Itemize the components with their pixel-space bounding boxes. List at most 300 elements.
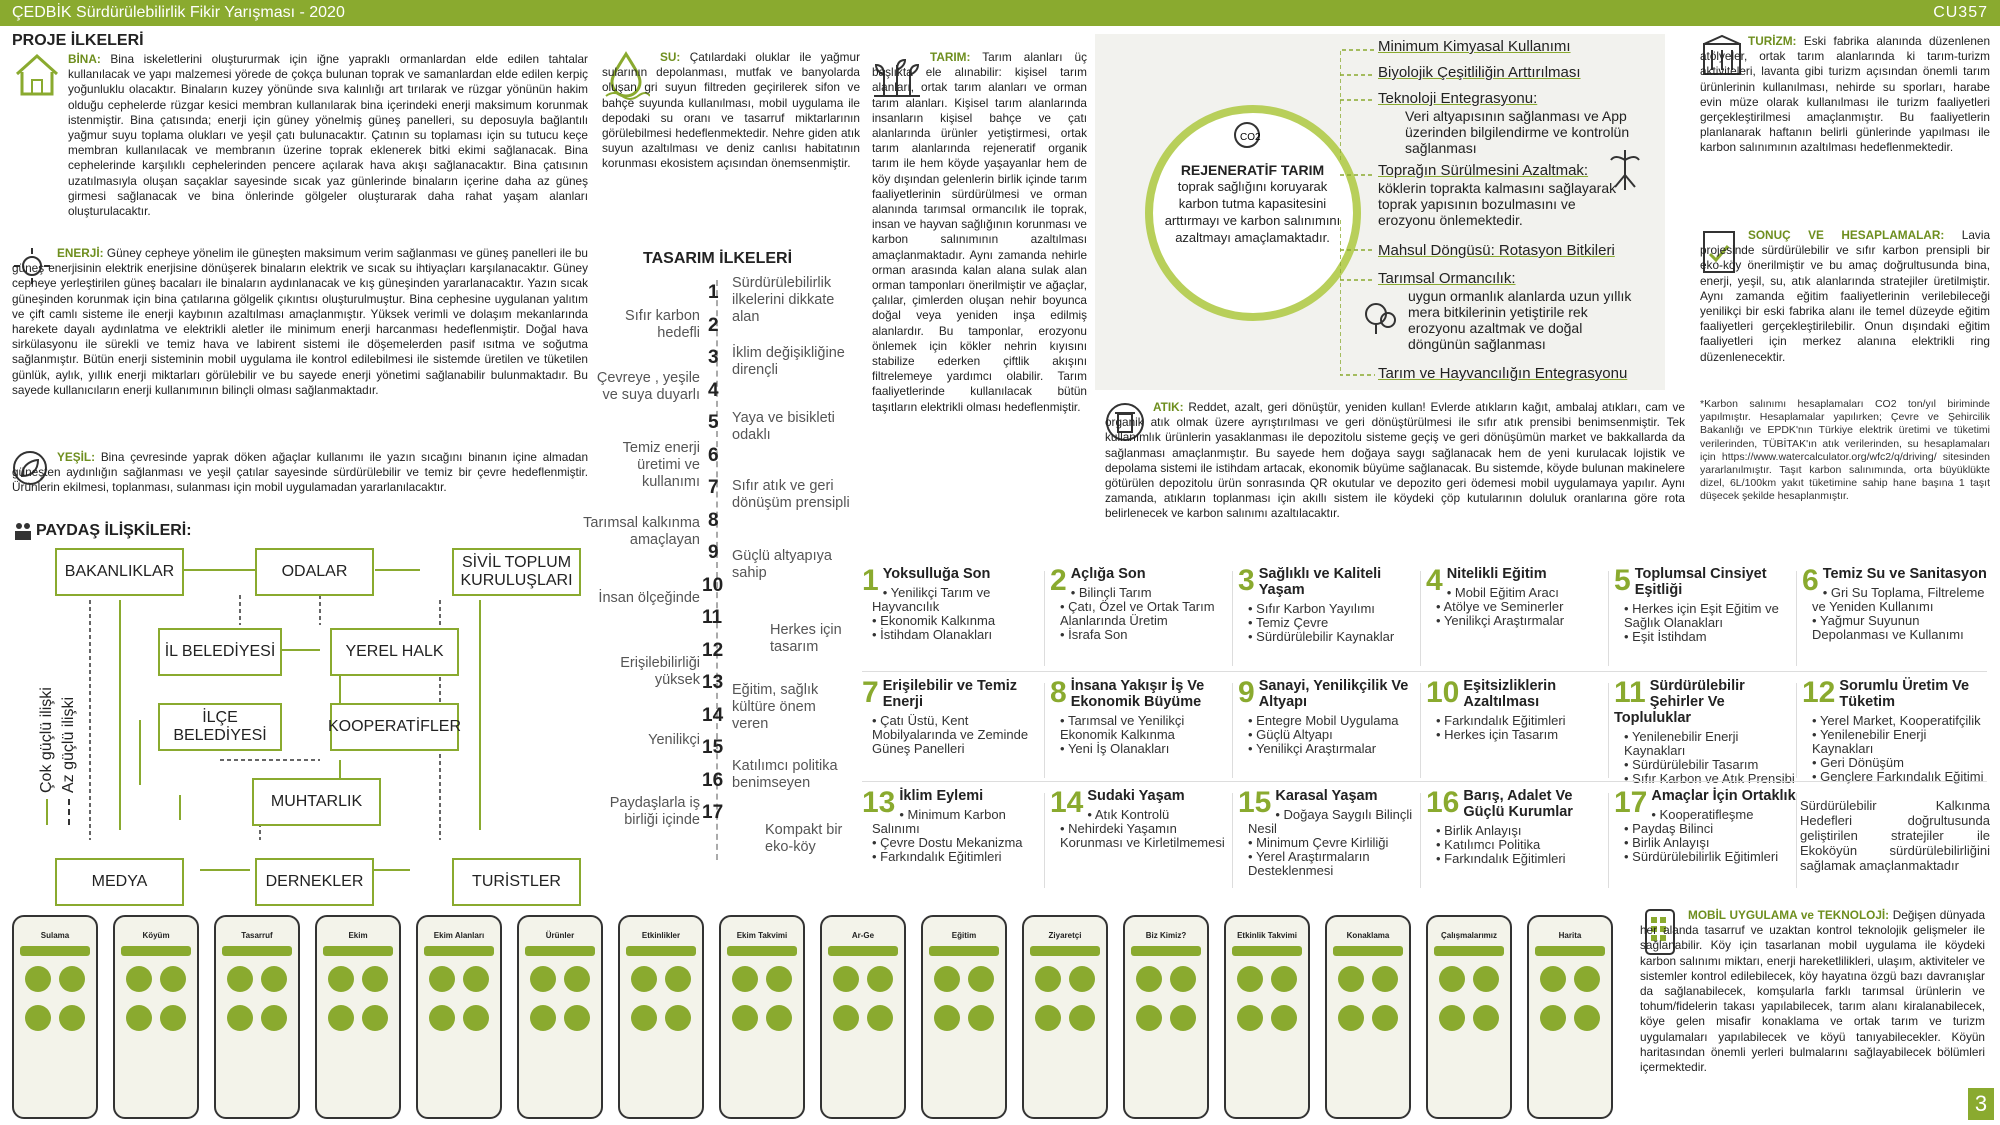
sdg-list (1248, 808, 1423, 878)
sdg-list-item: • Geri Dönüşüm (1812, 756, 1987, 770)
phone-screen-title: Sulama (40, 931, 70, 940)
guide-left: İnsan ölçeğinde (598, 590, 700, 606)
phone-screen[interactable] (921, 915, 1007, 1119)
guide-left: Erişilebilirliği yüksek (620, 655, 700, 688)
phone-screen-icon[interactable] (665, 1005, 691, 1031)
sdg-number: 10 (1426, 676, 1460, 709)
phone-screen-icon[interactable] (1439, 966, 1465, 992)
sdg-list (1248, 714, 1423, 756)
phone-screen-bar (20, 946, 90, 956)
phone-screen-icon[interactable] (59, 1005, 85, 1031)
sdg-list-item: • Gençlere Farkındalık Eğitimi (1812, 770, 1987, 784)
sdg-list-item: • Tarımsal ve Yenilikçi Ekonomik Kalkınma (1060, 714, 1235, 742)
guideline-number: 6 (708, 444, 719, 466)
sdg-number: 3 (1238, 564, 1255, 597)
sdg-list-item: • Mobil Eğitim Aracı (1436, 586, 1611, 600)
sdg-number: 14 (1050, 786, 1084, 819)
guide-right: Kompakt bir eko-köy (765, 822, 843, 855)
sdg-list-item: • İsrafa Son (1060, 628, 1235, 642)
phone-screen-icon[interactable] (463, 1005, 489, 1031)
sdg-list-item: • Katılımcı Politika (1436, 838, 1611, 852)
phone-screen-icon[interactable] (126, 1005, 152, 1031)
sdg-list (1624, 602, 1799, 644)
guideline-number: 16 (702, 769, 724, 791)
phone-screen-icon[interactable] (564, 1005, 590, 1031)
mobil-text: MOBİL UYGULAMA ve TEKNOLOJİ: Değişen dünyada her alanda tasarruf ve uzaktan kontrol teknolojik gelişmeler ile sağlanabilir. Köy için tasarlanan mobil uygulama ile köydeki karbon salınımı miktarı, enerji hareketlilikleri, ulaşım, aktiviteler ve sistemler kontrol edilebilecek, köy hayatına özgü bazı davranışlar da sağlanabilecek, komşularla farklı tarımsal ürünlerin ve tohum/fidelerin takası yapılabilecek, tarım alanı kiralanabilecek, köye gelen misafir konaklama ve ortak tarım ve turizm uygulamaları yapılabilecek ve köyü tanıyabilecekler. Köyün haritasından önemli yerleri bulmalarını sağlayabilecek bölümleri içermektedir. (1640, 908, 1986, 1075)
sdg-number: 1 (862, 564, 879, 597)
phone-screen-icon[interactable] (160, 966, 186, 992)
phone-screen-icon[interactable] (1069, 966, 1095, 992)
sdg-list-item: • Gri Su Toplama, Filtreleme ve Yeniden Kullanımı (1812, 586, 1987, 614)
phone-screen[interactable] (1022, 915, 1108, 1119)
phone-screen-icon[interactable] (665, 966, 691, 992)
section-title-tasarim: TASARIM İLKELERİ (643, 250, 793, 267)
sdg-list (1436, 586, 1611, 628)
guideline-number: 11 (702, 607, 723, 628)
phone-screen-title: Etkinlikler (641, 931, 681, 940)
sdg-number: 13 (862, 786, 896, 819)
sdg-list-item: • Sürdürülebilir Kaynaklar (1248, 630, 1423, 644)
section-title-proje: PROJE İLKELERİ (12, 32, 144, 49)
page-number: 3 (1968, 1088, 1994, 1120)
guideline-number: 5 (708, 412, 719, 433)
phone-screen-icon[interactable] (1338, 1005, 1364, 1031)
sdg-list-item: • Atık Kontrolü (1060, 808, 1235, 822)
sdg-heading: Karasal Yaşam (1275, 788, 1378, 804)
phone-screen-bar (1535, 946, 1605, 956)
phone-screen-icon[interactable] (261, 966, 287, 992)
sdg-card (1802, 566, 1987, 642)
phone-screen[interactable] (113, 915, 199, 1119)
sdg-divider (1232, 571, 1233, 666)
phone-screen-bar (1333, 946, 1403, 956)
phone-screen[interactable] (1224, 915, 1310, 1119)
stakeholder-box: YEREL HALK (330, 628, 459, 676)
sdg-divider (1420, 793, 1421, 888)
sdg-list (1624, 808, 1799, 864)
sdg-list (1812, 586, 1987, 642)
stakeholder-box: MEDYA (55, 858, 184, 906)
sonuc-text: SONUÇ VE HESAPLAMALAR: Lavia projesinde sürdürülebilir ve sıfır karbon prensipli bir eko-köy önerilmiştir ve bu amaç doğrultusunda bina, enerji, yeşil, su, atık alanlarında stratejiler üretilmiştir. Aynı zamanda eğitim faaliyetlerinin verilebileceği yenilikçi bir eski fabrika alanı ile temel düzeyde eğitim faaliyetleri gerçekleştirilebilir. Onun dışındaki eğitim faaliyetleri için merkez alanına elektrikli ring düzenlenecektir. (1700, 228, 1990, 364)
sdg-heading: Toplumsal Cinsiyet Eşitliği (1634, 566, 1767, 598)
sdg-list (1060, 586, 1235, 642)
guide-left: Paydaşlarla iş birliği içinde (609, 795, 700, 828)
guide-left: Temiz enerji üretimi ve kullanımı (622, 440, 700, 490)
sdg-list-item: • Yerel Market, Kooperatifçilik (1812, 714, 1987, 728)
sdg-card (1426, 566, 1611, 628)
sdg-list-item: • Çevre Dostu Mekanizma (872, 836, 1047, 850)
phone-screen[interactable] (1325, 915, 1411, 1119)
sdg-list-item: • Minimum Karbon Salınımı (872, 808, 1047, 836)
competition-title: ÇEDBİK Sürdürülebilirlik Fikir Yarışması - 2020 (12, 4, 345, 21)
phone-screen-icon[interactable] (328, 966, 354, 992)
phone-screen-bar (1131, 946, 1201, 956)
phone-screen-icon[interactable] (126, 966, 152, 992)
guide-right: Sürdürülebilirlik ilkelerini dikkate alan (732, 275, 835, 325)
sdg-number: 4 (1426, 564, 1443, 597)
sdg-list-item: • İstihdam Olanakları (872, 628, 1047, 642)
sdg-row-divider (862, 671, 1987, 672)
phone-screen-icon[interactable] (261, 1005, 287, 1031)
phone-screen-content (1428, 962, 1510, 1040)
sdg-card (1238, 678, 1423, 756)
phone-screen-icon[interactable] (59, 966, 85, 992)
guide-left: Sıfır karbon hedefli (625, 308, 700, 341)
sdg-number: 2 (1050, 564, 1067, 597)
atik-text: ATIK: Reddet, azalt, geri dönüştür, yeniden kullan! Evlerde atıkların kağıt, ambalaj atıkları, cam ve organik atık olmak üzere ayrıştırılması ve geri dönüştürülmesi ile sıfır atık prensibi benimsenmiştir. Tek kullanımlık ürünlerin yasaklanması ile depozitolu sisteme geçiş ve geri dönüşümün market ve bakkallarda da sağlanması amaçlanmıştır. Bu sayede hem doğaya saygı sağlanacak hem de yeni kurulacak lojistik ve depolama sistemi ile istihdam artacak, ekonomik büyüme sağlanacak. Bu sistemde, köyde bulunan makinelere götürülen depozitolu ürün sonrasında QR okutular ve depozito geri ödemesi mobil uygulamaya yapılır. Aynı zamanda, atıkların toplanması için akıllı sistem ile köydeki çöp kutularının doluluk oranlarına göre rota belirlenecek ve karbon salınımı azaltılacaktır. (1105, 400, 1685, 521)
phone-screen-icon[interactable] (867, 966, 893, 992)
phone-screen-bar (1434, 946, 1504, 956)
legend-weak: Az güçlü ilişki (60, 697, 78, 825)
turizm-text: TURİZM: Eski fabrika alanında düzenlenen atölyeler, ortak tarım alanlarında ki tarım-turizm aktiviteleri, lavanta gibi turizm açısından önemli tarım ürünlerinin kullanılması, nehirde su sporları, harabe evin müze olarak kullanılması ile turizm faaliyetleri gerçekleştirilmesi amaçlanmıştır. Bu faaliyetlerin planlanarak haftanın belirli günlerinde yapılması ile karbon salınımının azaltılması hedeflenmektedir. (1700, 34, 1990, 155)
sdg-divider (1044, 571, 1045, 666)
phone-screen-icon[interactable] (227, 1005, 253, 1031)
phone-screen-title: Çalışmalarımız (1440, 931, 1498, 940)
guide-right: Yaya ve bisikleti odaklı (732, 410, 835, 443)
sdg-list-item: • Yenilikçi Araştırmalar (1436, 614, 1611, 628)
sdg-list (872, 586, 1047, 642)
phone-screen[interactable] (214, 915, 300, 1119)
sdg-card (1614, 788, 1799, 864)
phone-screen-bar (121, 946, 191, 956)
sdg-list-item: • Sürdürülebilirlik Eğitimleri (1624, 850, 1799, 864)
section-title-paydas: PAYDAŞ İLİŞKİLERİ: (36, 522, 192, 539)
phone-screen-content (418, 962, 500, 1040)
phone-screen[interactable] (1527, 915, 1613, 1119)
stakeholder-box: MUHTARLIK (252, 778, 381, 826)
phone-screen-icon[interactable] (1170, 1005, 1196, 1031)
phone-screen-icon[interactable] (732, 966, 758, 992)
guideline-number: 17 (702, 802, 724, 823)
sdg-heading: Yoksulluğa Son (882, 566, 991, 582)
sdg-number: 8 (1050, 676, 1067, 709)
phone-screen-bar (626, 946, 696, 956)
phone-screen-icon[interactable] (833, 1005, 859, 1031)
sdg-list-item: • Farkındalık Eğitimleri (1436, 852, 1611, 866)
stakeholder-box: ODALAR (255, 548, 374, 596)
phone-screen-icon[interactable] (833, 966, 859, 992)
phone-screen-icon[interactable] (530, 966, 556, 992)
phone-screen-icon[interactable] (631, 966, 657, 992)
phone-screen-icon[interactable] (564, 966, 590, 992)
sdg-card (1238, 566, 1423, 644)
phone-screen-icon[interactable] (1237, 966, 1263, 992)
phone-screen-icon[interactable] (1136, 1005, 1162, 1031)
phone-screen-content (721, 962, 803, 1040)
sdg-card (1426, 788, 1611, 866)
sdg-list-item: • Farkındalık Eğitimleri (872, 850, 1047, 864)
phone-screen-icon[interactable] (429, 1005, 455, 1031)
phone-screen-icon[interactable] (1035, 966, 1061, 992)
rejeneratif-subtext: Veri altyapısının sağlanması ve App üzerinden bilgilendirme ve kontrolün sağlanması (1405, 108, 1630, 156)
tree-icon (1362, 300, 1398, 336)
sdg-heading: İnsana Yakışır İş Ve Ekonomik Büyüme (1070, 678, 1205, 710)
phone-screen[interactable] (416, 915, 502, 1119)
phone-screen-icon[interactable] (227, 966, 253, 992)
phone-screen-icon[interactable] (968, 966, 994, 992)
sdg-note: Sürdürülebilir Kalkınma Hedefleri doğrultusunda geliştirilen stratejiler ile Ekoköyün sürdürülebilirliğini sağlamak amaçlanmaktadır (1800, 798, 1990, 873)
sdg-list (1436, 824, 1611, 866)
phone-screen-title: Tasarruf (241, 931, 273, 940)
sdg-divider (1420, 571, 1421, 666)
sdg-list-item: • Yenilikçi Araştırmalar (1248, 742, 1423, 756)
sdg-heading: Amaçlar İçin Ortaklık (1651, 788, 1796, 804)
sdg-heading: Açlığa Son (1070, 566, 1146, 582)
sdg-list-item: • Atölye ve Seminerler (1436, 600, 1611, 614)
guideline-number: 10 (702, 574, 724, 596)
sdg-card (1238, 788, 1423, 878)
phone-screen-icon[interactable] (429, 966, 455, 992)
sdg-card (862, 678, 1047, 756)
phone-screen-icon[interactable] (766, 1005, 792, 1031)
phone-screen-icon[interactable] (1035, 1005, 1061, 1031)
phone-screen-title: Ar-Ge (851, 931, 875, 940)
sdg-divider (1608, 683, 1609, 778)
guide-right: Katılımcı politika benimseyen (732, 758, 838, 791)
sdg-heading: Erişilebilir ve Temiz Enerji (882, 678, 1018, 710)
guide-right: Eğitim, sağlık kültüre önem veren (732, 682, 819, 732)
stakeholder-box: KOOPERATİFLER (330, 703, 459, 751)
entry-code: CU357 (1933, 4, 1988, 21)
phone-screen-icon[interactable] (867, 1005, 893, 1031)
sdg-row-divider (862, 781, 1987, 782)
phone-screen-icon[interactable] (1473, 1005, 1499, 1031)
phone-screen[interactable] (1123, 915, 1209, 1119)
phone-screen-icon[interactable] (1473, 966, 1499, 992)
phone-screen-icon[interactable] (463, 966, 489, 992)
sdg-list (1060, 714, 1235, 756)
phone-screen-title: Biz Kimiz? (1145, 931, 1187, 940)
phone-screen-icon[interactable] (530, 1005, 556, 1031)
sdg-list-item: • Bilinçli Tarım (1060, 586, 1235, 600)
phone-screen-icon[interactable] (1540, 1005, 1566, 1031)
phone-screen-bar (323, 946, 393, 956)
sdg-number: 9 (1238, 676, 1255, 709)
phone-screen-title: Eğitim (951, 931, 977, 940)
phone-screen-content (1226, 962, 1308, 1040)
sdg-list-item: • Yeni İş Olanakları (1060, 742, 1235, 756)
phone-screen-icon[interactable] (1069, 1005, 1095, 1031)
phone-screen-icon[interactable] (25, 966, 51, 992)
phone-screen[interactable] (1426, 915, 1512, 1119)
stakeholder-box: DERNEKLER (255, 858, 374, 906)
phone-screen[interactable] (12, 915, 98, 1119)
guideline-number: 9 (708, 542, 719, 563)
phone-screen-icon[interactable] (1439, 1005, 1465, 1031)
sdg-list (1436, 714, 1611, 742)
phone-screen-icon[interactable] (732, 1005, 758, 1031)
sdg-number: 7 (862, 676, 879, 709)
sdg-heading: Eşitsizliklerin Azaltılması (1463, 678, 1557, 710)
sdg-list (1248, 602, 1423, 644)
sdg-divider (1608, 793, 1609, 888)
phone-screen[interactable] (517, 915, 603, 1119)
svg-text:CO2: CO2 (1240, 132, 1261, 143)
phone-screen-content (519, 962, 601, 1040)
sdg-card (1802, 678, 1987, 784)
sdg-list (1624, 730, 1799, 786)
phone-screen[interactable] (820, 915, 906, 1119)
guide-right: Güçlü altyapıya sahip (732, 548, 832, 581)
guideline-number: 2 (708, 314, 719, 336)
phone-screen-icon[interactable] (1237, 1005, 1263, 1031)
phone-screen-icon[interactable] (362, 1005, 388, 1031)
phone-screen-icon[interactable] (328, 1005, 354, 1031)
sdg-list-item: • Sürdürülebilir Tasarım (1624, 758, 1799, 772)
sdg-list-item: • Sıfır Karbon Yayılımı (1248, 602, 1423, 616)
sdg-list (872, 714, 1047, 756)
sdg-list-item: • Sıfır Karbon ve Atık Prensibi (1624, 772, 1799, 786)
sdg-list-item: • Yenilenebilir Enerji Kaynakları (1812, 728, 1987, 756)
house-icon (12, 52, 62, 98)
guideline-number: 3 (708, 347, 719, 368)
guide-left: Tarımsal kalkınma amaçlayan (583, 515, 700, 548)
phone-screen-icon[interactable] (1136, 966, 1162, 992)
phone-screen-icon[interactable] (160, 1005, 186, 1031)
phone-screen[interactable] (618, 915, 704, 1119)
phone-screen[interactable] (719, 915, 805, 1119)
sdg-card (862, 788, 1047, 864)
phone-screen-content (1024, 962, 1106, 1040)
tarim-text: TARIM: Tarım alanları üç başlıkta ele alınabilir: kişisel tarım alanları, ortak tarım alanları ve orman tarım alanları. Kişisel tarım alanlarında insanların kişisel bahçe ve çatı alanlarında ürünler yetiştirmesi, ortak tarım alanlarında rejeneratif organik tarım ile hem köyde yaşayanlar hem de köy dışından gelenlerin birlik içinde tarım faaliyetlerinin sürdürülmesi ve orman alanında tarımsal ormancılık ile toprak, insan ve hayvan sağlığının korunması ve karbon salınımının azaltılması amaçlanmaktadır. Aynı zamanda nehirle orman arasında kalan alana sulak alan orman tamponları önerilmiştir ve ağaçlar, çalılar, çimlerden oluşan nehir boyunca doğal veya yeniden inşa edilmiş alanlardır. Bu tamponlar, erozyonu önlemek için kökler nehrin kıyısını stabilize ederken çiftlik akışını filtrelemeye yardımcı olabilir. Tarım faaliyetlerinde kullanılacak bütün taşıtların elektrikli olması hedeflenmiştir. (872, 50, 1087, 414)
sdg-list-item: • Birlik Anlayışı (1624, 836, 1799, 850)
sdg-heading: Temiz Su ve Sanitasyon (1822, 566, 1987, 582)
rejeneratif-subtext: uygun ormanlık alanlarda uzun yıllık mera bitkilerinin yetiştirile rek erozyonu azaltmak ve doğal döngünün sağlanması (1408, 288, 1632, 352)
sdg-list-item: • Herkes için Tasarım (1436, 728, 1611, 742)
phone-screen-bar (727, 946, 797, 956)
guide-left: Yenilikçi (648, 732, 700, 748)
sdg-divider (1044, 683, 1045, 778)
sdg-number: 6 (1802, 564, 1819, 597)
sdg-heading: Nitelikli Eğitim (1446, 566, 1547, 582)
recycle-icon (1232, 120, 1262, 150)
sdg-list-item: • Çatı Üstü, Kent Mobilyalarında ve Zeminde Güneş Panelleri (872, 714, 1047, 756)
phone-screen-bar (525, 946, 595, 956)
guideline-number: 1 (708, 282, 719, 303)
phone-screen-content (1327, 962, 1409, 1040)
sdg-card (1426, 678, 1611, 742)
sdg-list-item: • Birlik Anlayışı (1436, 824, 1611, 838)
phone-screen-content (1125, 962, 1207, 1040)
sdg-divider (1232, 683, 1233, 778)
sdg-list-item: • Yenilikçi Tarım ve Hayvancılık (872, 586, 1047, 614)
sdg-heading: İklim Eylemi (899, 788, 984, 804)
sdg-heading: Barış, Adalet Ve Güçlü Kurumlar (1463, 788, 1573, 820)
phone-screen-title: Ziyaretçi (1048, 931, 1082, 940)
stakeholder-box: SİVİL TOPLUM KURULUŞLARI (452, 548, 581, 596)
phone-screen-icon[interactable] (1540, 966, 1566, 992)
stakeholder-box: BAKANLIKLAR (55, 548, 184, 596)
sdg-list (1060, 808, 1235, 850)
rejeneratif-item: Teknoloji Entegrasyonu: (1378, 90, 1538, 107)
sdg-divider (1044, 793, 1045, 888)
sdg-number: 15 (1238, 786, 1272, 819)
sdg-list (872, 808, 1047, 864)
phone-screen-icon[interactable] (631, 1005, 657, 1031)
sdg-number: 11 (1614, 676, 1646, 709)
sdg-list-item: • Ekonomik Kalkınma (872, 614, 1047, 628)
phone-screen-icon[interactable] (1271, 966, 1297, 992)
sdg-list-item: • Minimum Çevre Kirliliği (1248, 836, 1423, 850)
sdg-card (862, 566, 1047, 642)
phone-screen-title: Etkinlik Takvimi (1237, 931, 1297, 940)
sdg-divider (1608, 571, 1609, 666)
sdg-card (1614, 678, 1799, 786)
top-bar (0, 0, 2000, 26)
phone-screen-content (216, 962, 298, 1040)
phone-screen-icon[interactable] (1170, 966, 1196, 992)
phone-screen-icon[interactable] (766, 966, 792, 992)
phone-screen-icon[interactable] (1271, 1005, 1297, 1031)
sdg-list-item: • Kooperatifleşme (1624, 808, 1799, 822)
phone-screen-content (115, 962, 197, 1040)
legend-strong: Çok güçlü ilişki (38, 687, 56, 825)
phone-screen-title: Ekim Alanları (433, 931, 485, 940)
bina-text: BİNA: Bina iskeletlerini oluştururmak için iğne yapraklı ormanlardan elde edilen tahtalar kullanılacak ve yapı malzemesi yörede de çokça bulunan toprak ve samanlardan elde edilen kerpiç yoğunluklu olacaktır. Binaların kuzey yönünde sıva kalınlığı art tırılarak ve rüzgar yönünün hakim olduğu cephelerde rüzgar kesici membran kullanılarak bina içerindeki enerji maksimum korunmak istenmiştir. Bina çatısında; enerji için güney yönelmiş güneş panelleri, su deposuyla bağlantılı yağmur suyu toplama olukları ve yeşil çatı bulunacaktır. Çatının su toplaması için su tutucu keçe membran kullanılacak ve membranın üzerine toprak eklenerek bitki ekimi sağlanacak. Bina cephelerinde karşılıklı cephelerinden pencere açılarak hava akışı sağlanacaktır. Bina çatısının uzatılmasıyla oluşan saçaklar sayesinde sıcak yaz günlerinde binaların içerine daha az güneş girmesi sağlanacak ve bina önlerinde gölgeler oluşturarak daha rahat yaşam alanları oluşturulacaktır. (68, 52, 588, 219)
phone-screen-bar (424, 946, 494, 956)
phone-screen-icon[interactable] (934, 1005, 960, 1031)
phone-screen[interactable] (315, 915, 401, 1119)
sdg-divider (1796, 571, 1797, 666)
phone-screen-icon[interactable] (934, 966, 960, 992)
sdg-divider (1796, 683, 1797, 778)
sdg-heading: Sudaki Yaşam (1087, 788, 1185, 804)
sdg-heading: Sağlıklı ve Kaliteli Yaşam (1258, 566, 1382, 598)
sdg-number: 17 (1614, 786, 1648, 819)
sdg-heading: Sürdürülebilir Şehirler Ve Topluluklar (1614, 678, 1745, 726)
stakeholder-box: İL BELEDİYESİ (158, 628, 282, 676)
phone-screen-content (923, 962, 1005, 1040)
sdg-divider (1420, 683, 1421, 778)
guide-right: Sıfır atık ve geri dönüşüm prensipli (732, 478, 850, 511)
guide-left: Çevreye , yeşile ve suya duyarlı (596, 370, 700, 403)
sonuc-note: *Karbon salınımı hesaplamaları CO2 ton/yıl biriminde yapılmıştır. Hesaplamalar yapılırken; Çevre ve Şehircilik Bakanlığı ve EPDK'nın Türkiye elektrik üretimi ve tüketimi verilerinden, TÜBİTAK'ın atık verilerinden, su hesaplamaları için https://www.watercalculator.org/wfc2/q/driving/ sitesinden yararlanılmıştır. Taşıt karbon salınımında, orta büyüklükte dizel, 6L/100km yakıt tüketimine sahip hane başına 1 taşıt düşecek şekilde hesaplanmıştır. (1700, 398, 1990, 503)
sdg-list (1812, 714, 1987, 784)
phone-screen-icon[interactable] (362, 966, 388, 992)
stakeholder-box: TURİSTLER (452, 858, 581, 906)
guideline-number: 13 (702, 672, 724, 693)
sdg-list-item: • Entegre Mobil Uygulama (1248, 714, 1423, 728)
sdg-heading: Sanayi, Yenilikçilik Ve Altyapı (1258, 678, 1409, 710)
phone-screen-icon[interactable] (1574, 1005, 1600, 1031)
phone-screen-title: Ekim (348, 931, 368, 940)
rejeneratif-item: Tarımsal Ormancılık: (1378, 270, 1516, 287)
phone-screen-bar (1232, 946, 1302, 956)
yesil-text: YEŞİL: Bina çevresinde yaprak döken ağaçlar kullanımı ile yazın sıcağını binanın içine almadan güneşten aydınlığın sağlanması ve yeşil çatılar sayesinde sürdürülebilir ve temiz bir çevre hedeflenmiştir. Ürünlerin ekilmesi, toplanması, sulanması için mobil uygulamadan yararlanılacaktır. (12, 450, 588, 495)
enerji-text: ENERJİ: Güney cepheye yönelim ile güneşten maksimum verim sağlanması ve güneş panelleri ile bu güneş enerjisinin elektrik enerjisine dönüşerek binaların elektrik ve sıcak su ihtiyaçları karşılanacaktır. Güney cepheye yerleştirilen güneş bacaları ile binaların aydınlanacak ve kış güneşinden yararlanacaktır. Yazın sıcak güneşinden korunmak için bina çatılarına gölgelik çıkıntısı oluşturulmuştur. Bina cephesine uygulanan yalıtım ve çift camlı sisteme ile enerji kaybının azaltılması amaçlanmıştır. Yüksek verimli ve dolaşım mekanlarında harekete dayalı aydınlatma ve elektrikli aletler ile minimum enerji harcanması hedeflenmiştir. Doğal hava sirkülasyonu ile sürekli ve temiz hava ve labirent sistemi ile döşemelerden pasif ısıtma ve soğutma sağlanmıştır. Bütün enerji sisteminin mobil uygulama ile kontrol edilebilmesi ile sistemde üretilen ve tüketilen günlük, aylık, yıllık enerji miktarları görülebilir ve bu sayede enerji yönetimi sağlanabilir bulunmaktadır. Bu sayede kullanıcıların enerji kullanımının bilinçli olması sağlanmaktadır. (12, 246, 588, 397)
phone-screen-content (14, 962, 96, 1040)
sdg-list-item: • Temiz Çevre (1248, 616, 1423, 630)
guide-right: Herkes için tasarım (770, 622, 842, 655)
phone-screen-icon[interactable] (1372, 1005, 1398, 1031)
phone-screen-icon[interactable] (968, 1005, 994, 1031)
sdg-card (1614, 566, 1799, 644)
rejeneratif-subtext: köklerin toprakta kalmasını sağlayarak toprak yapısının bozulmasını ve erozyonu önlemektedir. (1378, 180, 1617, 228)
phone-screen-icon[interactable] (1338, 966, 1364, 992)
phone-screen-content (620, 962, 702, 1040)
phone-screen-icon[interactable] (1372, 966, 1398, 992)
sdg-card (1050, 566, 1235, 642)
phone-screen-bar (222, 946, 292, 956)
sdg-number: 12 (1802, 676, 1836, 709)
sdg-list-item: • Yağmur Suyunun Depolanması ve Kullanımı (1812, 614, 1987, 642)
sdg-list-item: • Paydaş Bilinci (1624, 822, 1799, 836)
sdg-list-item: • Yenilenebilir Enerji Kaynakları (1624, 730, 1799, 758)
sdg-list-item: • Farkındalık Eğitimleri (1436, 714, 1611, 728)
phone-screen-icon[interactable] (25, 1005, 51, 1031)
phone-screen-icon[interactable] (1574, 966, 1600, 992)
sdg-list-item: • Nehirdeki Yaşamın Korunması ve Kirletilmemesi (1060, 822, 1235, 850)
